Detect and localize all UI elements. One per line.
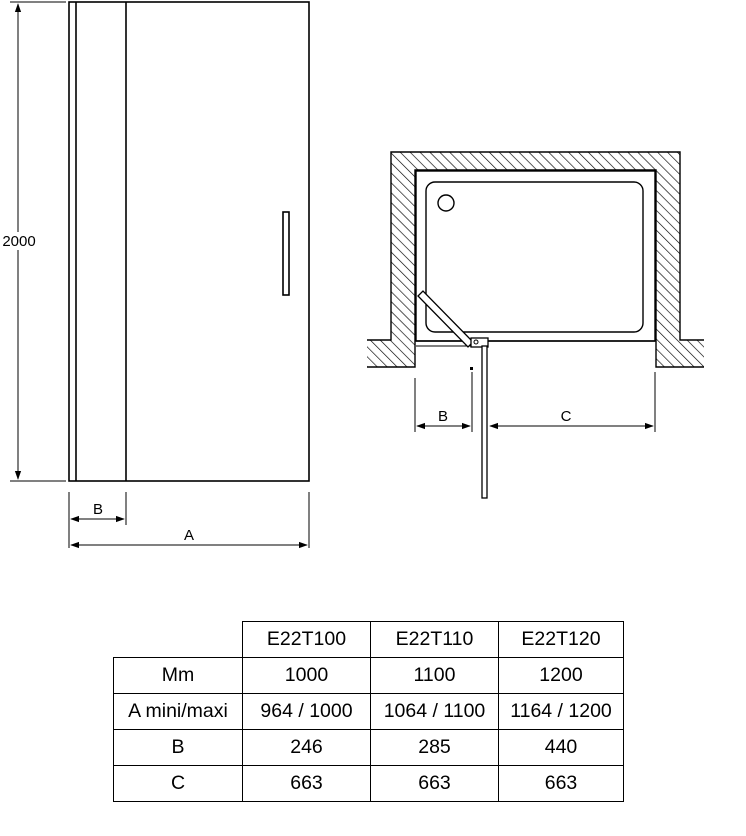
- plan-b-label: B: [437, 408, 449, 425]
- model-header: E22T100: [243, 622, 371, 658]
- table-cell: 246: [243, 730, 371, 766]
- overall-width-label: A: [183, 527, 195, 544]
- table-row: [114, 730, 624, 766]
- table-cell: 1164 / 1200: [499, 694, 624, 730]
- table-cell: 1000: [243, 658, 371, 694]
- table-cell: 285: [371, 730, 499, 766]
- table-row: [114, 766, 624, 802]
- table-cell: 663: [371, 766, 499, 802]
- table-row: [114, 694, 624, 730]
- row-label: Mm: [114, 658, 243, 694]
- table-cell: 1100: [371, 658, 499, 694]
- table-cell: 964 / 1000: [243, 694, 371, 730]
- door-handle: [283, 212, 289, 295]
- row-label: C: [114, 766, 243, 802]
- swing-door: [482, 346, 487, 498]
- height-label: 2000: [2, 233, 36, 250]
- dimensions-table: [113, 621, 624, 802]
- shower-tray-basin: [426, 182, 643, 332]
- table-cell: 440: [499, 730, 624, 766]
- row-label: A mini/maxi: [114, 694, 243, 730]
- model-header: E22T110: [371, 622, 499, 658]
- panel-width-label: B: [92, 501, 104, 518]
- plan-c-dimension: [490, 372, 655, 432]
- table-header-row: [114, 622, 624, 658]
- row-label: B: [114, 730, 243, 766]
- table-cell: 1200: [499, 658, 624, 694]
- table-cell: 663: [499, 766, 624, 802]
- plan-c-label: C: [560, 408, 572, 425]
- plan-view: [367, 152, 704, 498]
- door-frame: [69, 2, 309, 481]
- table-row: [114, 658, 624, 694]
- table-corner: [114, 622, 243, 658]
- model-header: E22T120: [499, 622, 624, 658]
- table-cell: 1064 / 1100: [371, 694, 499, 730]
- table-cell: 663: [243, 766, 371, 802]
- front-elevation: [69, 2, 309, 481]
- drain-icon: [438, 195, 454, 211]
